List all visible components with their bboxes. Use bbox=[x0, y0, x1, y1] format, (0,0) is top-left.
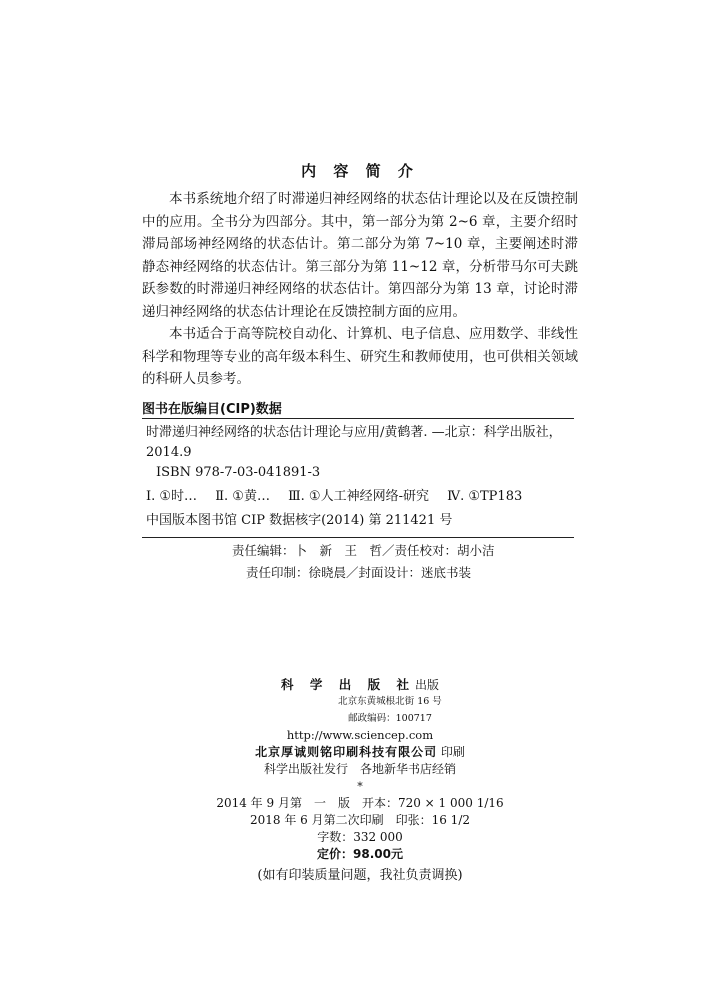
section-title: 内 容 简 介 bbox=[301, 162, 419, 180]
printer-suffix: 印刷 bbox=[440, 745, 465, 759]
cip-class-2: Ⅱ. ①黄… bbox=[215, 489, 270, 504]
cip-classification bbox=[146, 487, 574, 507]
distribution-line: 科学出版社发行 各地新华书店经销 bbox=[263, 762, 456, 776]
cip-library-line: 中国版本图书馆 CIP 数据核字(2014) 第 211421 号 bbox=[146, 513, 453, 528]
publisher-name: 科 学 出 版 社 bbox=[281, 677, 415, 692]
cip-title-line: 时滞递归神经网络的状态估计理论与应用/黄鹤著. —北京：科学出版社， bbox=[146, 425, 562, 440]
cip-header: 图书在版编目(CIP)数据 bbox=[142, 398, 574, 419]
printer-line bbox=[0, 744, 720, 761]
imprint-block bbox=[0, 676, 720, 884]
cip-year-line: 2014.9 bbox=[146, 445, 192, 460]
separator-star: * bbox=[357, 780, 363, 793]
cip-bottom-rule bbox=[142, 537, 574, 538]
word-count-line: 字数：332 000 bbox=[317, 830, 403, 844]
publisher-address: 北京东黄城根北街 16 号 bbox=[338, 696, 442, 707]
intro-paragraph-1: 本书系统地介绍了时滞递归神经网络的状态估计理论以及在反馈控制中的应用。全书分为四部分。其中，第一部分为第 2~6 章，主要介绍时滞局部场神经网络的状态估计。第二部分为第 7~10 章，主要阐述时滞静态神经网络的状态估计。第三部分为第 11~12 章，分析带马尔可夫跳跃参数的时滞递归神经网络的状态估计。第四部分为第 13 章，讨论时滞递归神经网络的状态估计理论在反馈控制方面的应用。 bbox=[142, 191, 578, 320]
publisher-suffix: 出版 bbox=[414, 678, 439, 692]
printing-line: 2018 年 6 月第二次印刷 印张：16 1/2 bbox=[249, 813, 470, 827]
book-introduction bbox=[142, 188, 578, 391]
intro-paragraph-2: 本书适合于高等院校自动化、计算机、电子信息、应用数学、非线性科学和物理等专业的高年级本科生、研究生和教师使用，也可供相关领域的科研人员参考。 bbox=[142, 326, 578, 387]
cip-class-4: Ⅳ. ①TP183 bbox=[447, 489, 523, 504]
price-line: 定价：98.00元 bbox=[317, 847, 403, 861]
publisher-postcode: 邮政编码：100717 bbox=[348, 713, 432, 724]
publisher-line bbox=[0, 676, 720, 693]
cip-isbn: ISBN 978-7-03-041891-3 bbox=[156, 465, 321, 480]
editors-line-1: 责任编辑：卜 新 王 哲／责任校对：胡小洁 bbox=[232, 543, 495, 558]
printer-name: 北京厚诚则铭印刷科技有限公司 bbox=[255, 745, 438, 759]
cip-data-block bbox=[142, 398, 574, 538]
cip-class-3: Ⅲ. ①人工神经网络-研究 bbox=[288, 489, 429, 504]
edition-line: 2014 年 9 月第 一 版 开本：720 × 1 000 1/16 bbox=[216, 796, 504, 810]
publisher-url: http://www.sciencep.com bbox=[286, 728, 434, 742]
cip-class-1: Ⅰ. ①时… bbox=[146, 489, 198, 504]
editors-block bbox=[232, 540, 495, 584]
quality-notice: (如有印装质量问题，我社负责调换) bbox=[257, 868, 463, 883]
editors-line-2: 责任印制：徐晓晨／封面设计：迷底书装 bbox=[246, 565, 472, 580]
